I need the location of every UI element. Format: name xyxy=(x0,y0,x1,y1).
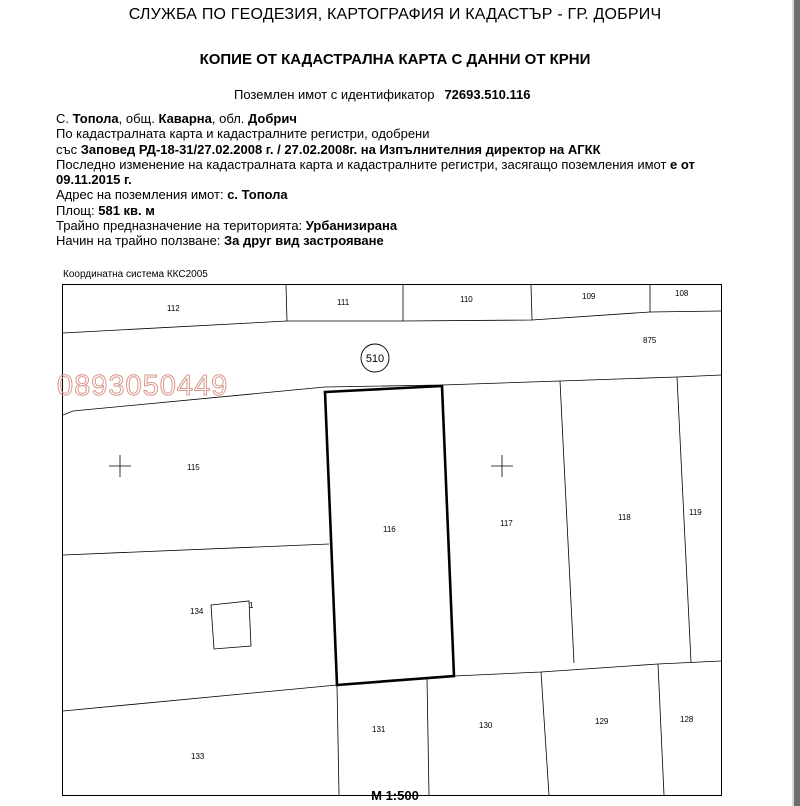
boundary-line xyxy=(541,672,549,795)
cadastral-map xyxy=(62,284,722,796)
village-name: Топола xyxy=(72,111,119,126)
location-prefix: С. xyxy=(56,111,73,126)
plot-label-115: 115 xyxy=(187,463,200,472)
plot-label-875: 875 xyxy=(643,336,657,345)
area-value: 581 кв. м xyxy=(98,202,155,218)
identifier-label: Поземлен имот с идентификатор xyxy=(234,87,435,102)
purpose-line xyxy=(56,218,736,233)
municipality-name: Каварна xyxy=(158,111,212,126)
boundary-line xyxy=(658,664,664,795)
plot-label-109: 109 xyxy=(582,292,596,301)
property-identifier xyxy=(234,87,531,102)
address-label: Адрес на поземления имот: xyxy=(56,187,228,203)
purpose-label: Трайно предназначение на територията: xyxy=(56,218,306,234)
location-sep2: , обл. xyxy=(211,111,249,126)
plot-label-119: 119 xyxy=(689,508,702,517)
boundary-line xyxy=(677,377,691,662)
last-change-line xyxy=(56,157,736,172)
subject-plot-116 xyxy=(325,386,454,685)
plot-label-108: 108 xyxy=(675,289,689,298)
plot-label-112: 112 xyxy=(167,304,180,313)
boundary-line xyxy=(63,544,329,555)
region-name: Добрич xyxy=(248,111,297,126)
usage-label: Начин на трайно ползване: xyxy=(56,233,225,249)
last-change-bold: е от xyxy=(670,156,695,172)
order-prefix: със xyxy=(56,141,81,157)
plot-label-117: 117 xyxy=(500,519,513,528)
boundary-line xyxy=(427,678,429,795)
location-sep: , общ. xyxy=(118,111,159,126)
document-title: КОПИЕ ОТ КАДАСТРАЛНА КАРТА С ДАННИ ОТ КРНИ xyxy=(199,51,591,68)
plot-label-133: 133 xyxy=(191,752,205,761)
address-value: с. Топола xyxy=(227,187,288,203)
usage-line xyxy=(56,233,736,248)
order-text: Заповед РД-18-31/27.02.2008 г. / 27.02.2008г. на Изпълнителния директор на АГКК xyxy=(80,141,601,157)
plot-label-110: 110 xyxy=(460,295,473,304)
boundary-line xyxy=(286,285,287,321)
area-line xyxy=(56,203,736,218)
property-info xyxy=(56,111,736,249)
street-north-edge xyxy=(63,311,721,333)
boundary-line xyxy=(531,285,532,320)
building-outline xyxy=(211,601,251,649)
boundary-line xyxy=(560,381,574,663)
agency-heading: СЛУЖБА ПО ГЕОДЕЗИЯ, КАРТОГРАФИЯ И КАДАСТЪР - ГР. ДОБРИЧ xyxy=(128,6,662,23)
plot-label-134: 134 xyxy=(190,607,204,616)
purpose-value: Урбанизирана xyxy=(305,218,398,234)
plot-label-129: 129 xyxy=(595,717,609,726)
plot-label-111: 111 xyxy=(337,298,350,307)
window-scrollbar-edge[interactable] xyxy=(794,0,800,806)
plot-label-1: 1 xyxy=(249,601,254,610)
area-label: Площ: xyxy=(56,202,99,218)
identifier-value: 72693.510.116 xyxy=(444,87,531,102)
boundary-line xyxy=(337,685,339,795)
last-change-date xyxy=(56,172,736,187)
plot-label-131: 131 xyxy=(372,725,386,734)
boundary-line xyxy=(63,661,721,711)
coordinate-system-label: Координатна система ККС2005 xyxy=(63,269,208,280)
map-scale: М 1:500 xyxy=(371,788,419,803)
location-line xyxy=(56,111,736,126)
plot-label-130: 130 xyxy=(479,721,493,730)
plot-label-128: 128 xyxy=(680,715,694,724)
address-line xyxy=(56,187,736,202)
usage-value: За друг вид застрояване xyxy=(224,233,384,249)
phone-watermark: 0893050449 xyxy=(57,370,229,402)
order-line xyxy=(56,142,736,157)
cadastral-map-drawing xyxy=(63,285,721,795)
plot-label-118: 118 xyxy=(618,513,631,522)
last-change-date-value: 09.11.2015 г. xyxy=(56,172,132,188)
last-change-text: Последно изменение на кадастралната карта и кадастралните регистри, засягащо поземления имот xyxy=(56,156,671,172)
block-number: 510 xyxy=(365,353,385,365)
approved-line: По кадастралната карта и кадастралните регистри, одобрени xyxy=(56,126,430,142)
plot-label-116: 116 xyxy=(383,525,396,534)
